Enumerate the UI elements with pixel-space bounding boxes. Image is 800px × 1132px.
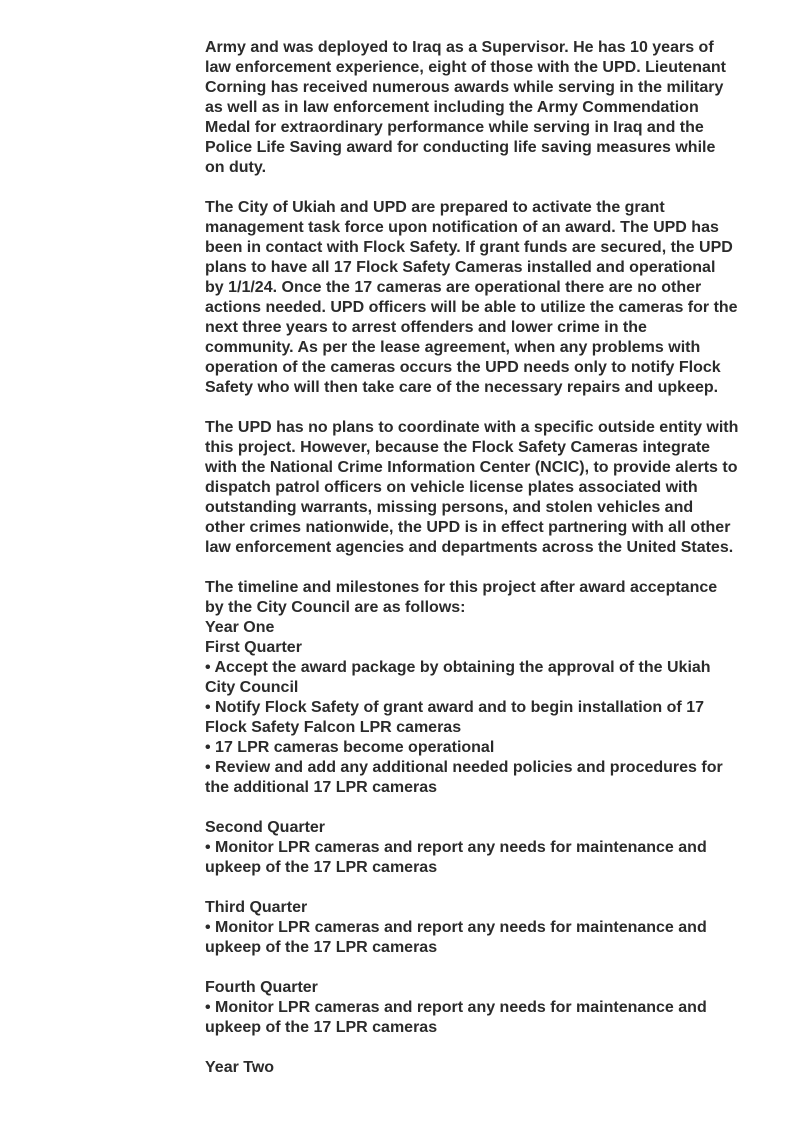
text-line: plans to have all 17 Flock Safety Cameras installed and operational bbox=[205, 259, 716, 276]
paragraph-timeline-first-quarter bbox=[205, 578, 770, 798]
text-line: law enforcement agencies and departments across the United States. bbox=[205, 539, 734, 556]
text-line: upkeep of the 17 LPR cameras bbox=[205, 1019, 438, 1036]
text-line: Corning has received numerous awards while serving in the military bbox=[205, 79, 724, 96]
heading-year-one: Year One bbox=[205, 619, 275, 636]
text-line: the additional 17 LPR cameras bbox=[205, 779, 438, 796]
document-page bbox=[205, 38, 770, 1098]
text-line: The timeline and milestones for this project after award acceptance bbox=[205, 579, 718, 596]
text-line: dispatch patrol officers on vehicle license plates associated with bbox=[205, 479, 698, 496]
text-line: upkeep of the 17 LPR cameras bbox=[205, 939, 438, 956]
paragraph-second-quarter bbox=[205, 818, 770, 878]
text-line: with the National Crime Information Center (NCIC), to provide alerts to bbox=[205, 459, 738, 476]
text-line: this project. However, because the Flock Safety Cameras integrate bbox=[205, 439, 711, 456]
text-line: actions needed. UPD officers will be able to utilize the cameras for the bbox=[205, 299, 738, 316]
text-line: next three years to arrest offenders and lower crime in the bbox=[205, 319, 647, 336]
text-line: management task force upon notification of an award. The UPD has bbox=[205, 219, 719, 236]
text-line: as well as in law enforcement including the Army Commendation bbox=[205, 99, 699, 116]
bullet-item: • Review and add any additional needed policies and procedures for bbox=[205, 759, 723, 776]
bullet-item: • Monitor LPR cameras and report any needs for maintenance and bbox=[205, 839, 707, 856]
text-line: operation of the cameras occurs the UPD needs only to notify Flock bbox=[205, 359, 721, 376]
text-line: been in contact with Flock Safety. If grant funds are secured, the UPD bbox=[205, 239, 733, 256]
bullet-item: • 17 LPR cameras become operational bbox=[205, 739, 495, 756]
text-line: City Council bbox=[205, 679, 299, 696]
heading-third-quarter: Third Quarter bbox=[205, 899, 308, 916]
paragraph-grant-management bbox=[205, 198, 770, 398]
paragraph-officer-background bbox=[205, 38, 770, 178]
bullet-item: • Accept the award package by obtaining the approval of the Ukiah bbox=[205, 659, 711, 676]
text-line: Safety who will then take care of the necessary repairs and upkeep. bbox=[205, 379, 719, 396]
heading-fourth-quarter: Fourth Quarter bbox=[205, 979, 318, 996]
heading-first-quarter: First Quarter bbox=[205, 639, 302, 656]
bullet-item: • Monitor LPR cameras and report any needs for maintenance and bbox=[205, 919, 707, 936]
text-line: outstanding warrants, missing persons, and stolen vehicles and bbox=[205, 499, 694, 516]
text-line: by the City Council are as follows: bbox=[205, 599, 466, 616]
paragraph-third-quarter bbox=[205, 898, 770, 958]
text-line: Army and was deployed to Iraq as a Supervisor. He has 10 years of bbox=[205, 39, 714, 56]
paragraph-year-two bbox=[205, 1058, 770, 1078]
text-line: by 1/1/24. Once the 17 cameras are operational there are no other bbox=[205, 279, 702, 296]
text-line: The City of Ukiah and UPD are prepared to activate the grant bbox=[205, 199, 665, 216]
paragraph-coordination bbox=[205, 418, 770, 558]
text-line: on duty. bbox=[205, 159, 267, 176]
text-line: other crimes nationwide, the UPD is in effect partnering with all other bbox=[205, 519, 731, 536]
text-line: Medal for extraordinary performance while serving in Iraq and the bbox=[205, 119, 704, 136]
text-line: The UPD has no plans to coordinate with a specific outside entity with bbox=[205, 419, 739, 436]
text-line: law enforcement experience, eight of those with the UPD. Lieutenant bbox=[205, 59, 726, 76]
heading-second-quarter: Second Quarter bbox=[205, 819, 326, 836]
paragraph-fourth-quarter bbox=[205, 978, 770, 1038]
text-line: community. As per the lease agreement, when any problems with bbox=[205, 339, 701, 356]
bullet-item: • Monitor LPR cameras and report any needs for maintenance and bbox=[205, 999, 707, 1016]
heading-year-two: Year Two bbox=[205, 1059, 275, 1076]
text-line: Flock Safety Falcon LPR cameras bbox=[205, 719, 462, 736]
text-line: upkeep of the 17 LPR cameras bbox=[205, 859, 438, 876]
text-line: Police Life Saving award for conducting life saving measures while bbox=[205, 139, 716, 156]
bullet-item: • Notify Flock Safety of grant award and to begin installation of 17 bbox=[205, 699, 704, 716]
